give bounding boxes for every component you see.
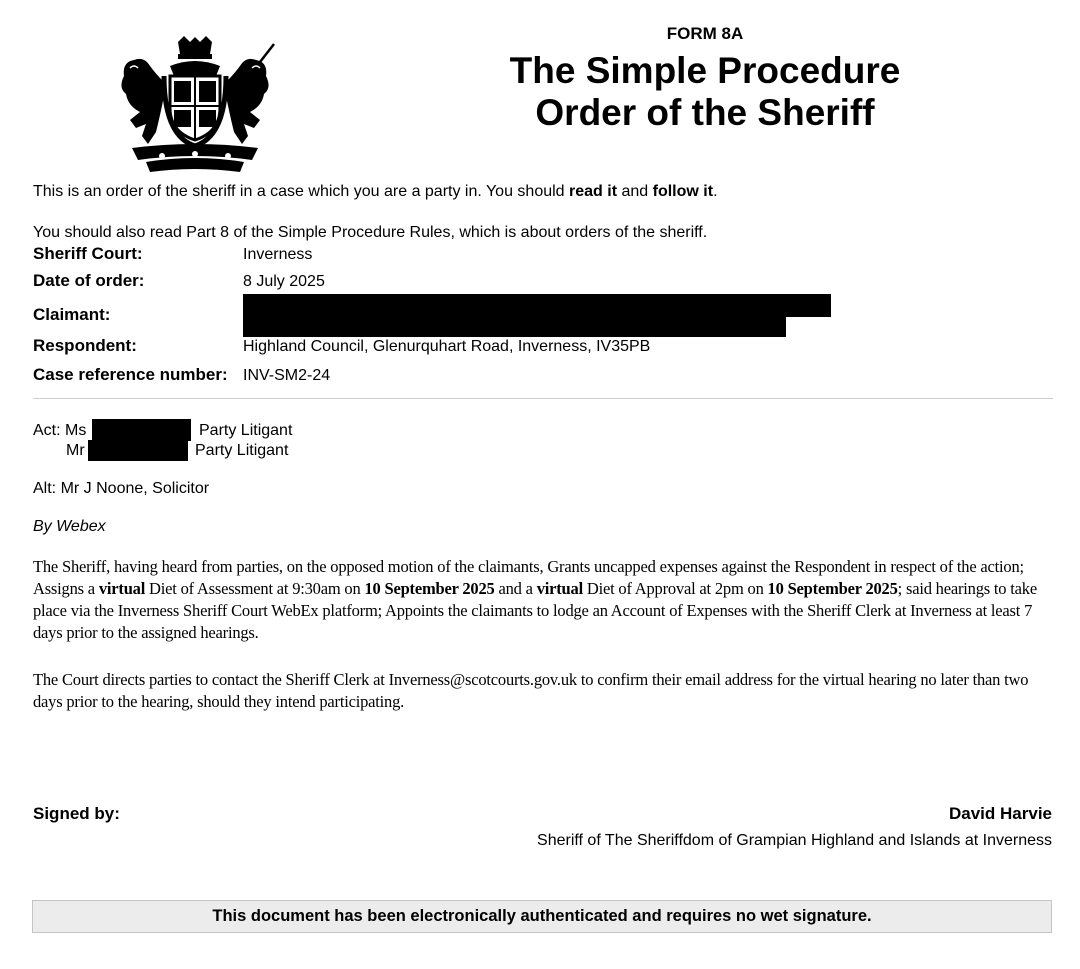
royal-coat-of-arms-icon xyxy=(112,36,278,174)
intro-line1 xyxy=(33,182,718,202)
respondent-value: Highland Council, Glenurquhart Road, Inverness, IV35PB xyxy=(243,338,651,355)
intro-text-a: This is an order of the sheriff in a case which you are a party in. You should xyxy=(33,183,570,200)
act-mr-redaction xyxy=(88,440,188,461)
case-reference-label: Case reference number: xyxy=(33,365,228,384)
order-text-4: Diet of Approval at 2pm on xyxy=(582,579,768,598)
form-number: FORM 8A xyxy=(666,24,744,43)
direction-paragraph: The Court directs parties to contact the Sheriff Clerk at Inverness@scotcourts.gov.uk to confirm their email address for the virtual hearing no later than two days prior to the hearing, should they intend participating. xyxy=(33,670,1029,711)
respondent-label: Respondent: xyxy=(33,336,137,355)
section-divider xyxy=(33,398,1053,399)
page-title-line1: The Simple Procedure xyxy=(509,50,901,91)
case-reference-value: INV-SM2-24 xyxy=(243,367,331,384)
order-text-3: and a xyxy=(494,579,537,598)
act-ms-party-litigant: Party Litigant xyxy=(199,422,293,439)
sheriff-title: Sheriff of The Sheriffdom of Grampian Highland and Islands at Inverness xyxy=(537,832,1052,849)
act-ms-redaction xyxy=(92,419,191,441)
date-of-order-label: Date of order: xyxy=(33,271,145,290)
claimant-redaction-2 xyxy=(243,317,786,337)
order-date-2: 10 September 2025 xyxy=(767,579,898,598)
act-mr-party-litigant: Party Litigant xyxy=(195,442,289,459)
sheriff-court-label: Sheriff Court: xyxy=(33,244,143,263)
intro-line2: You should also read Part 8 of the Simple Procedure Rules, which is about orders of the sheriff. xyxy=(33,224,708,241)
order-virtual-2: virtual xyxy=(536,579,583,598)
order-text-5: ; said hearings to take place via the Inverness Sheriff Court WebEx platform; Appoints the claimants to lodge an Account of Expenses with the Sheriff Clerk at Inverness at least 7 days prior to the assigned hearings. xyxy=(33,579,1037,642)
order-text-1: The Sheriff, having heard from parties, on the opposed motion of the claimants, Grants uncapped expenses against the Respondent in respect of the action; Assigns a xyxy=(33,557,1024,598)
act-ms-prefix: Act: Ms xyxy=(33,422,87,439)
order-date-1: 10 September 2025 xyxy=(364,579,495,598)
date-of-order-value: 8 July 2025 xyxy=(243,273,325,290)
act-mr-prefix: Mr xyxy=(66,442,85,459)
claimant-label: Claimant: xyxy=(33,305,111,324)
signed-by-label: Signed by: xyxy=(33,804,120,823)
intro-follow-it: follow it xyxy=(652,183,714,200)
intro-read-it: read it xyxy=(569,183,618,200)
by-webex: By Webex xyxy=(33,518,106,535)
sheriff-name: David Harvie xyxy=(949,804,1052,823)
alt-party: Alt: Mr J Noone, Solicitor xyxy=(33,480,210,497)
order-text-2: Diet of Assessment at 9:30am on xyxy=(145,579,365,598)
claimant-redaction-1 xyxy=(243,294,831,317)
authentication-notice: This document has been electronically authenticated and requires no wet signature. xyxy=(32,900,1052,933)
sheriff-court-value: Inverness xyxy=(243,246,313,263)
order-virtual-1: virtual xyxy=(98,579,146,598)
page-title-line2: Order of the Sheriff xyxy=(535,92,875,133)
intro-text-c: and xyxy=(617,183,653,200)
order-paragraph xyxy=(33,556,1055,644)
intro-text-e: . xyxy=(713,183,718,200)
